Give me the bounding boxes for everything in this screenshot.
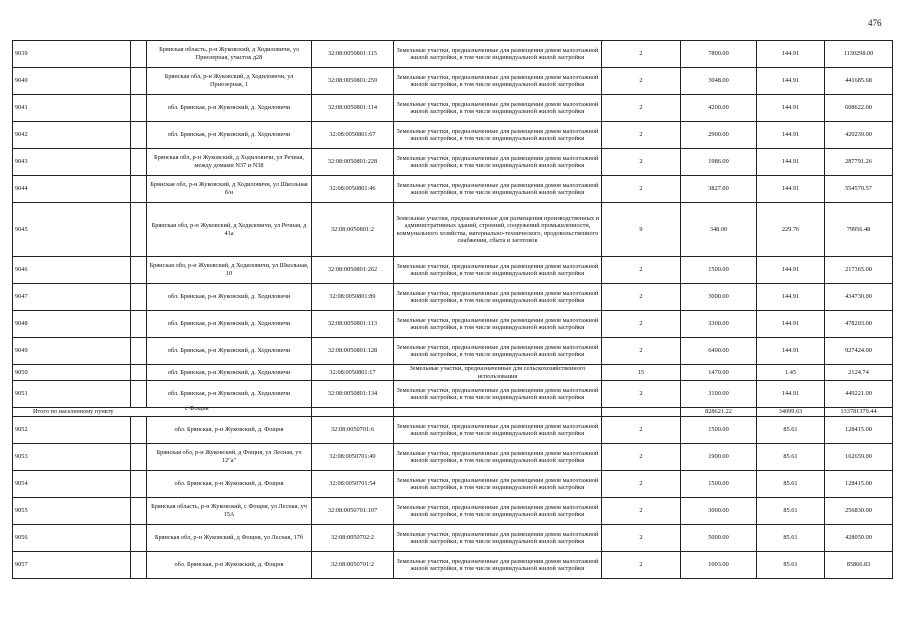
row-rate: 144.91 bbox=[757, 68, 825, 95]
row-address: Брянская обл, р-н Жуковский, д Ходиловичи, ул Речная, между домами N37 и N38 bbox=[147, 149, 312, 176]
row-area: 3300.00 bbox=[681, 311, 757, 338]
row-area: 1500.00 bbox=[681, 417, 757, 444]
row-number: 9048 bbox=[13, 311, 131, 338]
row-number: 9043 bbox=[13, 149, 131, 176]
row-rate: 144.91 bbox=[757, 176, 825, 203]
row-category: 2 bbox=[602, 284, 681, 311]
row-area: 3827.00 bbox=[681, 176, 757, 203]
row-rate: 144.91 bbox=[757, 311, 825, 338]
row-address: Брянская обл, р-н Жуковский, д Ходиловичи, ул Школьная б/н bbox=[147, 176, 312, 203]
row-address: обл. Брянская, р-н Жуковский, д. Ходиловичи bbox=[147, 311, 312, 338]
row-cost: 79956.48 bbox=[825, 203, 893, 257]
row-land-use: Земельные участки, предназначенные для размещения домов малоэтажной жилой застройки, в том числе индивидуальной жилой застройки bbox=[394, 95, 602, 122]
row-rate: 144.91 bbox=[757, 41, 825, 68]
row-cost: 162659.00 bbox=[825, 444, 893, 471]
table-row bbox=[13, 552, 893, 579]
row-cost: 420239.00 bbox=[825, 122, 893, 149]
table-row bbox=[13, 365, 893, 381]
row-spacer bbox=[131, 41, 147, 68]
row-category: 2 bbox=[602, 498, 681, 525]
row-land-use: Земельные участки, предназначенные для размещения домов малоэтажной жилой застройки, в том числе индивидуальной жилой застройки bbox=[394, 122, 602, 149]
table-row bbox=[13, 498, 893, 525]
table-row bbox=[13, 176, 893, 203]
row-rate: 85.61 bbox=[757, 552, 825, 579]
row-cadastral-number: 32:08:0050701:107 bbox=[312, 498, 394, 525]
row-land-use: Земельные участки, предназначенные для размещения производственных и административных зданий, строений, сооружений промышленности, коммунального хозяйства, материально-технического, продовольственного снабжения, сбыта и заготовок bbox=[394, 203, 602, 257]
table-row bbox=[13, 284, 893, 311]
table-row bbox=[13, 68, 893, 95]
row-cost: 128415.00 bbox=[825, 471, 893, 498]
row-area: 348.00 bbox=[681, 203, 757, 257]
row-cadastral-number: 32:08:0050801:89 bbox=[312, 284, 394, 311]
row-cadastral-number: 32:08:0050801:134 bbox=[312, 381, 394, 408]
row-number: 9046 bbox=[13, 257, 131, 284]
row-spacer bbox=[131, 338, 147, 365]
row-address: Брянская обл, р-н Жуковский, д Фощня, ул Лесная, 17б bbox=[147, 525, 312, 552]
row-cost: 287791.26 bbox=[825, 149, 893, 176]
row-address: обл. Брянская, р-н Жуковский, д. Ходиловичи bbox=[147, 365, 312, 381]
table-row bbox=[13, 203, 893, 257]
cadastral-value-table bbox=[12, 40, 893, 579]
row-cadastral-number: 32:08:0050801:17 bbox=[312, 365, 394, 381]
row-rate: 85.61 bbox=[757, 471, 825, 498]
row-address: обл. Брянская, р-н Жуковский, д. Ходиловичи bbox=[147, 338, 312, 365]
row-category: 2 bbox=[602, 68, 681, 95]
row-cadastral-number: 32:08:0050801:46 bbox=[312, 176, 394, 203]
table-row bbox=[13, 444, 893, 471]
row-cadastral-number: 32:08:0050801:67 bbox=[312, 122, 394, 149]
row-category: 2 bbox=[602, 381, 681, 408]
row-area: 1900.00 bbox=[681, 444, 757, 471]
row-cost: 85866.83 bbox=[825, 552, 893, 579]
row-spacer bbox=[131, 149, 147, 176]
row-land-use: Земельные участки, предназначенные для размещения домов малоэтажной жилой застройки, в том числе индивидуальной жилой застройки bbox=[394, 338, 602, 365]
row-address: обл. Брянская, р-н Жуковский, д. Ходиловичи bbox=[147, 122, 312, 149]
row-spacer bbox=[131, 284, 147, 311]
row-category: 2 bbox=[602, 444, 681, 471]
row-cadastral-number: 32:08:0050801:262 bbox=[312, 257, 394, 284]
row-cadastral-number: 32:08:0050702:2 bbox=[312, 525, 394, 552]
row-area: 3000.00 bbox=[681, 284, 757, 311]
row-cost: 927424.00 bbox=[825, 338, 893, 365]
row-spacer bbox=[131, 525, 147, 552]
row-number: 9053 bbox=[13, 444, 131, 471]
row-cost: 1130298.00 bbox=[825, 41, 893, 68]
row-number: 9055 bbox=[13, 498, 131, 525]
row-spacer bbox=[131, 381, 147, 408]
row-rate: 144.91 bbox=[757, 149, 825, 176]
row-area: 1986.00 bbox=[681, 149, 757, 176]
table-row bbox=[13, 95, 893, 122]
row-rate: 85.61 bbox=[757, 525, 825, 552]
row-cost: 554570.57 bbox=[825, 176, 893, 203]
row-spacer bbox=[131, 498, 147, 525]
row-address: Брянская обл, р-н Жуковский, д Ходиловичи, ул Школьная, 10 bbox=[147, 257, 312, 284]
row-cost: 434730.00 bbox=[825, 284, 893, 311]
row-category: 2 bbox=[602, 122, 681, 149]
row-spacer bbox=[131, 203, 147, 257]
row-rate: 229.76 bbox=[757, 203, 825, 257]
row-address: Брянская обл, р-н Жуковский, д Ходиловичи, ул Речная, д 41а bbox=[147, 203, 312, 257]
row-category: 2 bbox=[602, 417, 681, 444]
row-cadastral-number: 32:08:0050801:259 bbox=[312, 68, 394, 95]
row-cost: 449221.00 bbox=[825, 381, 893, 408]
row-address: обл. Брянская, р-н Жуковский, д. Ходиловичи bbox=[147, 95, 312, 122]
row-land-use: Земельные участки, предназначенные для размещения домов малоэтажной жилой застройки, в том числе индивидуальной жилой застройки bbox=[394, 381, 602, 408]
row-spacer bbox=[131, 68, 147, 95]
table-row bbox=[13, 257, 893, 284]
row-land-use: Земельные участки, предназначенные для размещения домов малоэтажной жилой застройки, в том числе индивидуальной жилой застройки bbox=[394, 471, 602, 498]
row-category: 2 bbox=[602, 95, 681, 122]
row-category: 15 bbox=[602, 365, 681, 381]
row-number: 9044 bbox=[13, 176, 131, 203]
row-land-use: Земельные участки, предназначенные для размещения домов малоэтажной жилой застройки, в том числе индивидуальной жилой застройки bbox=[394, 444, 602, 471]
row-cost: 256830.00 bbox=[825, 498, 893, 525]
row-cost: 441685.68 bbox=[825, 68, 893, 95]
row-rate: 144.91 bbox=[757, 284, 825, 311]
row-category: 2 bbox=[602, 257, 681, 284]
row-spacer bbox=[131, 311, 147, 338]
row-category: 2 bbox=[602, 176, 681, 203]
row-cost: 428050.00 bbox=[825, 525, 893, 552]
row-land-use: Земельные участки, предназначенные для сельскохозяйственного использования bbox=[394, 365, 602, 381]
row-cadastral-number: 32:08:0050801:128 bbox=[312, 338, 394, 365]
row-number: 9054 bbox=[13, 471, 131, 498]
row-area: 3100.00 bbox=[681, 381, 757, 408]
row-area: 3000.00 bbox=[681, 498, 757, 525]
row-number: 9047 bbox=[13, 284, 131, 311]
row-cadastral-number: 32:08:0050801:113 bbox=[312, 311, 394, 338]
row-number: 9039 bbox=[13, 41, 131, 68]
row-rate: 144.91 bbox=[757, 381, 825, 408]
row-rate: 144.91 bbox=[757, 95, 825, 122]
row-category: 2 bbox=[602, 41, 681, 68]
row-spacer bbox=[131, 444, 147, 471]
row-rate: 1.45 bbox=[757, 365, 825, 381]
table-row bbox=[13, 525, 893, 552]
table-row bbox=[13, 338, 893, 365]
row-land-use: Земельные участки, предназначенные для размещения домов малоэтажной жилой застройки, в том числе индивидуальной жилой застройки bbox=[394, 417, 602, 444]
row-number: 9052 bbox=[13, 417, 131, 444]
row-land-use: Земельные участки, предназначенные для размещения домов малоэтажной жилой застройки, в том числе индивидуальной жилой застройки bbox=[394, 525, 602, 552]
row-cadastral-number: 32:08:0050801:115 bbox=[312, 41, 394, 68]
row-land-use: Земельные участки, предназначенные для размещения домов малоэтажной жилой застройки, в том числе индивидуальной жилой застройки bbox=[394, 498, 602, 525]
row-cadastral-number: 32:08:0050701:6 bbox=[312, 417, 394, 444]
table-row bbox=[13, 471, 893, 498]
subtotal-cost: 133781379.44 bbox=[825, 408, 893, 417]
row-address: обл. Брянская, р-н Жуковский, д. Ходиловичи bbox=[147, 381, 312, 408]
row-rate: 144.91 bbox=[757, 122, 825, 149]
row-spacer bbox=[131, 365, 147, 381]
row-rate: 144.91 bbox=[757, 257, 825, 284]
row-spacer: с Фощня bbox=[131, 417, 147, 444]
row-rate: 85.61 bbox=[757, 444, 825, 471]
row-area: 7800.00 bbox=[681, 41, 757, 68]
row-address: обл. Брянская, р-н Жуковский, д. Фощня bbox=[147, 552, 312, 579]
row-land-use: Земельные участки, предназначенные для размещения домов малоэтажной жилой застройки, в том числе индивидуальной жилой застройки bbox=[394, 284, 602, 311]
table-row bbox=[13, 41, 893, 68]
subtotal-area: 828621.22 bbox=[681, 408, 757, 417]
subtotal-label: Итого по населенному пункту bbox=[13, 408, 312, 417]
row-address: Брянская область, р-н Жуковский, с Фощня, ул Лесная, уч 15А bbox=[147, 498, 312, 525]
row-cadastral-number: 32:08:0050801:2 bbox=[312, 203, 394, 257]
row-address: обл. Брянская, р-н Жуковский, д. Фощня bbox=[147, 471, 312, 498]
row-land-use: Земельные участки, предназначенные для размещения домов малоэтажной жилой застройки, в том числе индивидуальной жилой застройки bbox=[394, 68, 602, 95]
row-spacer bbox=[131, 176, 147, 203]
row-area: 3048.00 bbox=[681, 68, 757, 95]
row-number: 9050 bbox=[13, 365, 131, 381]
row-cadastral-number: 32:08:0050801:114 bbox=[312, 95, 394, 122]
row-area: 1500.00 bbox=[681, 257, 757, 284]
row-category: 9 bbox=[602, 203, 681, 257]
row-area: 1470.00 bbox=[681, 365, 757, 381]
row-number: 9041 bbox=[13, 95, 131, 122]
row-area: 1003.00 bbox=[681, 552, 757, 579]
table-row bbox=[13, 417, 893, 444]
row-area: 2900.00 bbox=[681, 122, 757, 149]
row-number: 9057 bbox=[13, 552, 131, 579]
subtotal-cat bbox=[602, 408, 681, 417]
table-row bbox=[13, 122, 893, 149]
row-rate: 144.91 bbox=[757, 338, 825, 365]
row-area: 5000.00 bbox=[681, 525, 757, 552]
row-address: Брянская обл, р-н Жуковский, д Фощня, ул Лесная, уч 12"а" bbox=[147, 444, 312, 471]
row-area: 4200.00 bbox=[681, 95, 757, 122]
row-land-use: Земельные участки, предназначенные для размещения домов малоэтажной жилой застройки, в том числе индивидуальной жилой застройки bbox=[394, 552, 602, 579]
table-row bbox=[13, 149, 893, 176]
row-spacer bbox=[131, 257, 147, 284]
row-category: 2 bbox=[602, 552, 681, 579]
row-cadastral-number: 32:08:0050801:228 bbox=[312, 149, 394, 176]
row-cadastral-number: 32:08:0050701:54 bbox=[312, 471, 394, 498]
row-number: 9042 bbox=[13, 122, 131, 149]
row-cadastral-number: 32:08:0050701:2 bbox=[312, 552, 394, 579]
row-number: 9056 bbox=[13, 525, 131, 552]
row-number: 9051 bbox=[13, 381, 131, 408]
row-cost: 217365.00 bbox=[825, 257, 893, 284]
row-land-use: Земельные участки, предназначенные для размещения домов малоэтажной жилой застройки, в том числе индивидуальной жилой застройки bbox=[394, 41, 602, 68]
row-address: обл. Брянская, р-н Жуковский, д. Фощня bbox=[147, 417, 312, 444]
row-cadastral-number: 32:08:0050701:49 bbox=[312, 444, 394, 471]
row-cost: 608622.00 bbox=[825, 95, 893, 122]
subtotal-rate: 34099.63 bbox=[757, 408, 825, 417]
row-rate: 85.61 bbox=[757, 498, 825, 525]
page-number: 476 bbox=[868, 18, 882, 28]
row-area: 1500.00 bbox=[681, 471, 757, 498]
subtotal-cad bbox=[312, 408, 394, 417]
row-category: 2 bbox=[602, 338, 681, 365]
row-number: 9045 bbox=[13, 203, 131, 257]
row-spacer bbox=[131, 95, 147, 122]
row-land-use: Земельные участки, предназначенные для размещения домов малоэтажной жилой застройки, в том числе индивидуальной жилой застройки bbox=[394, 311, 602, 338]
row-number: 9040 bbox=[13, 68, 131, 95]
table-row bbox=[13, 311, 893, 338]
row-cost: 128415.00 bbox=[825, 417, 893, 444]
row-address: Брянская область, р-н Жуковский, д Ходиловичи, ул Приозерная, участок д28 bbox=[147, 41, 312, 68]
row-category: 2 bbox=[602, 471, 681, 498]
row-category: 2 bbox=[602, 311, 681, 338]
row-category: 2 bbox=[602, 149, 681, 176]
row-land-use: Земельные участки, предназначенные для размещения домов малоэтажной жилой застройки, в том числе индивидуальной жилой застройки bbox=[394, 176, 602, 203]
row-land-use: Земельные участки, предназначенные для размещения домов малоэтажной жилой застройки, в том числе индивидуальной жилой застройки bbox=[394, 257, 602, 284]
row-number: 9049 bbox=[13, 338, 131, 365]
row-area: 6400.00 bbox=[681, 338, 757, 365]
subtotal-use bbox=[394, 408, 602, 417]
row-address: обл. Брянская, р-н Жуковский, д. Ходиловичи bbox=[147, 284, 312, 311]
row-category: 2 bbox=[602, 525, 681, 552]
row-cost: 478203.00 bbox=[825, 311, 893, 338]
row-address: Брянская обл, р-н Жуковский, д Ходиловичи, ул Приозерная, 1 bbox=[147, 68, 312, 95]
subtotal-row bbox=[13, 408, 893, 417]
table-row bbox=[13, 381, 893, 408]
row-spacer bbox=[131, 471, 147, 498]
row-spacer bbox=[131, 122, 147, 149]
row-rate: 85.61 bbox=[757, 417, 825, 444]
row-cost: 2124.74 bbox=[825, 365, 893, 381]
row-spacer bbox=[131, 552, 147, 579]
row-land-use: Земельные участки, предназначенные для размещения домов малоэтажной жилой застройки, в том числе индивидуальной жилой застройки bbox=[394, 149, 602, 176]
